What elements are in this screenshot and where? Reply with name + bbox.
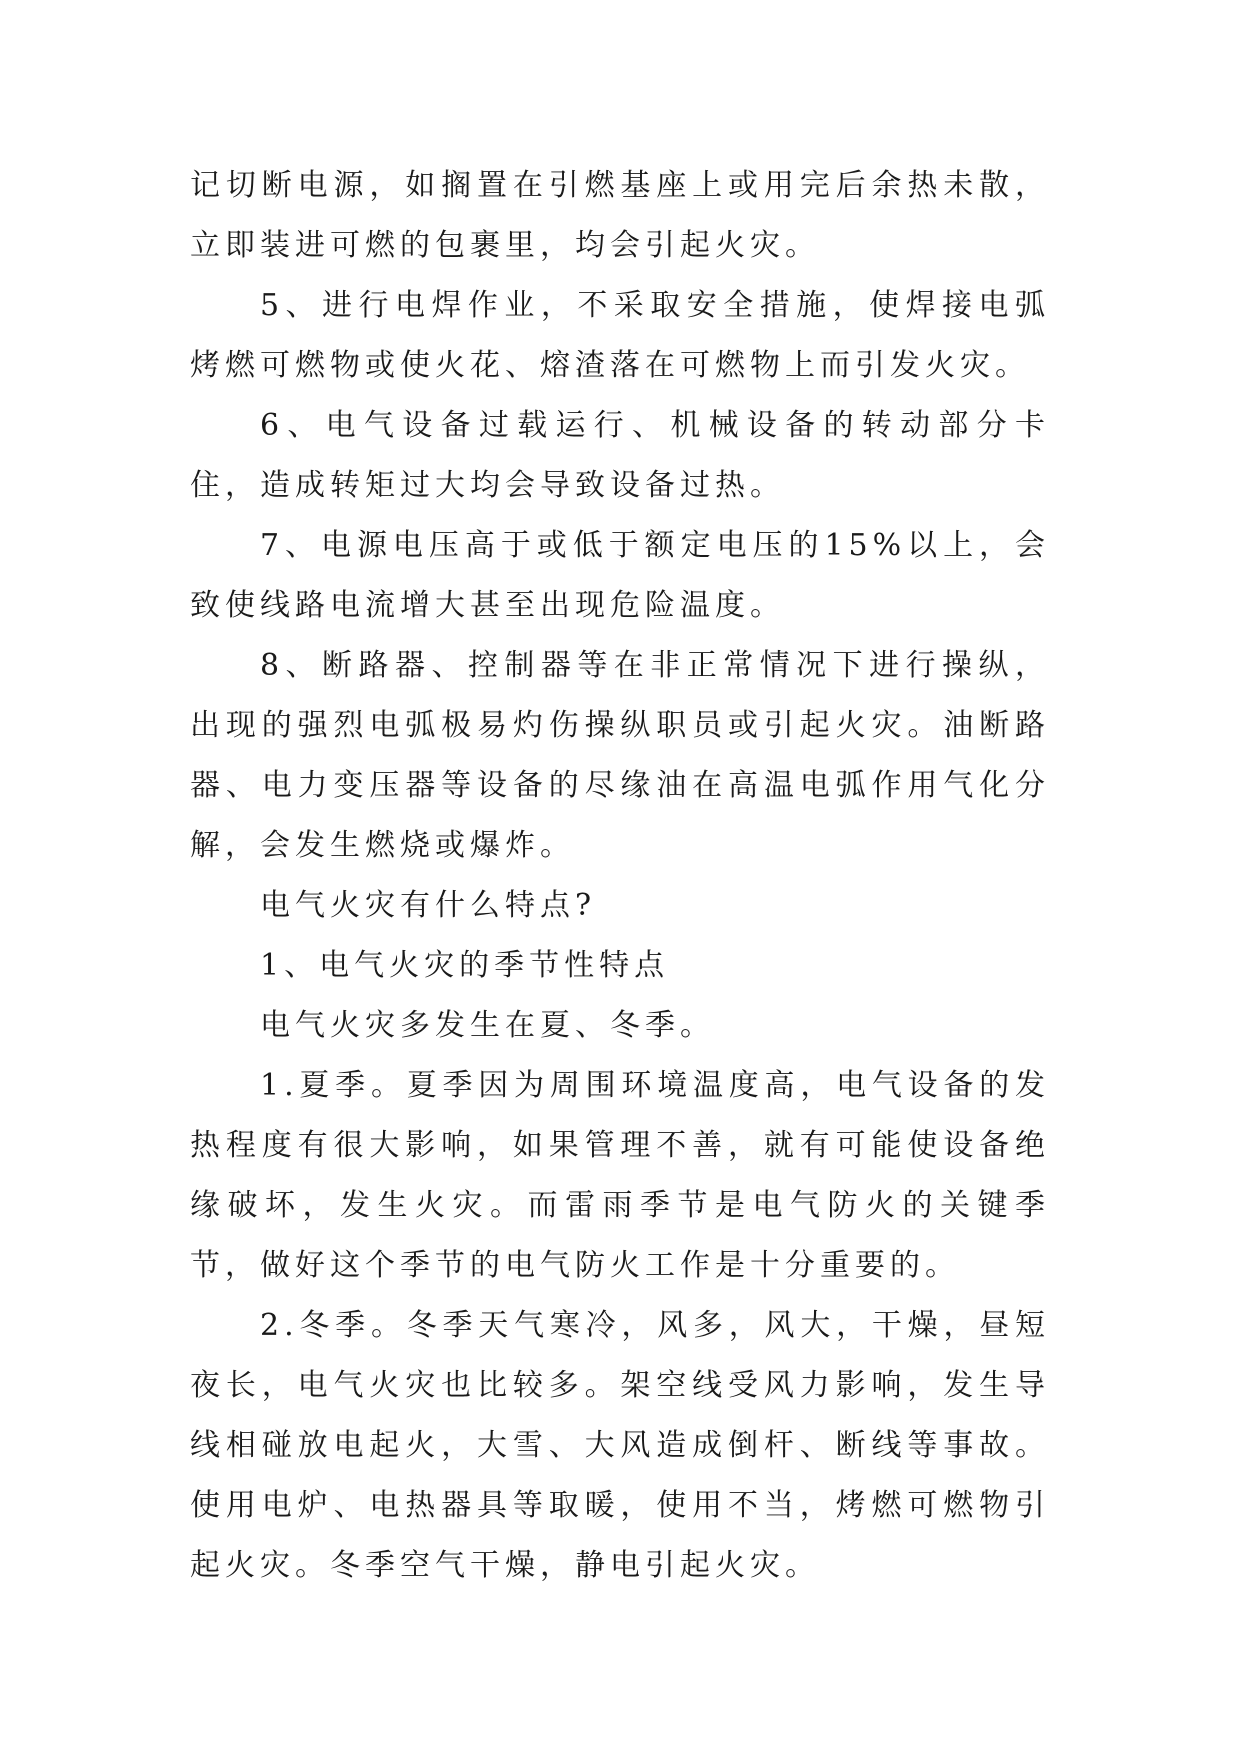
paragraph-item-8: 8、断路器、控制器等在非正常情况下进行操纵，出现的强烈电弧极易灼伤操纵职员或引起火灾。油断路器、电力变压器等设备的尽缘油在高温电弧作用气化分解，会发生燃烧或爆炸。 <box>190 648 1050 863</box>
paragraph-summer: 1.夏季。夏季因为周围环境温度高，电气设备的发热程度有很大影响，如果管理不善，就有可能使设备绝缘破坏，发生火灾。而雷雨季节是电气防火的关键季节，做好这个季节的电气防火工作是十分重要的。 <box>190 1068 1050 1283</box>
paragraph-item-5: 5、进行电焊作业，不采取安全措施，使焊接电弧烤燃可燃物或使火花、熔渣落在可燃物上而引发火灾。 <box>190 288 1050 383</box>
document-body <box>190 156 1050 1596</box>
paragraph-continuation: 记切断电源，如搁置在引燃基座上或用完后余热未散，立即装进可燃的包裹里，均会引起火灾。 <box>190 168 1050 263</box>
paragraph-seasonal-intro: 电气火灾多发生在夏、冬季。 <box>260 1008 715 1043</box>
paragraph-item-7: 7、电源电压高于或低于额定电压的15%以上，会致使线路电流增大甚至出现危险温度。 <box>190 528 1050 623</box>
section-question: 电气火灾有什么特点? <box>260 888 597 923</box>
section-heading-seasonal: 1、电气火灾的季节性特点 <box>260 948 670 983</box>
paragraph-item-6: 6、电气设备过载运行、机械设备的转动部分卡住，造成转矩过大均会导致设备过热。 <box>190 408 1050 503</box>
paragraph-winter: 2.冬季。冬季天气寒冷，风多，风大，干燥，昼短夜长，电气火灾也比较多。架空线受风力影响，发生导线相碰放电起火，大雪、大风造成倒杆、断线等事故。使用电炉、电热器具等取暖，使用不当，烤燃可燃物引起火灾。冬季空气干燥，静电引起火灾。 <box>190 1308 1050 1583</box>
